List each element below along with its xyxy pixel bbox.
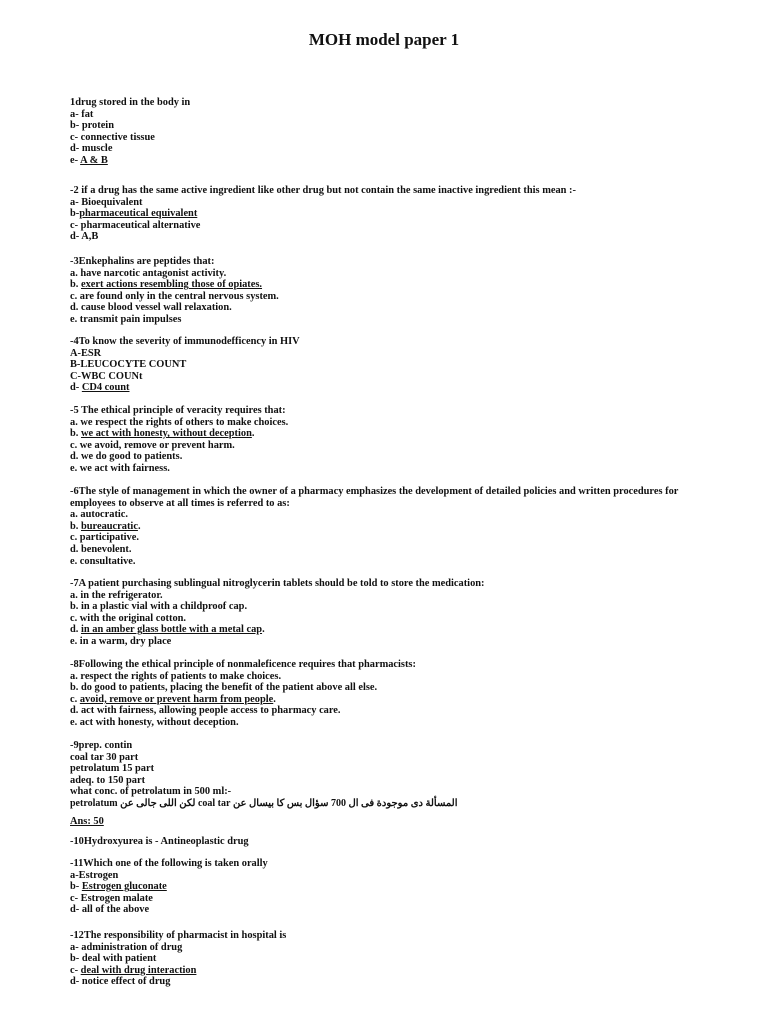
option-prefix: b.	[70, 520, 81, 532]
option-e: e. we act with fairness.	[70, 462, 170, 474]
option-c: c- pharmaceutical alternative	[70, 219, 201, 231]
correct-answer: avoid, remove or prevent harm from people	[79, 693, 274, 705]
question-line: what conc. of petrolatum in 500 ml:-	[70, 786, 232, 798]
option-prefix: d.	[70, 624, 81, 636]
correct-answer: CD4 count	[81, 382, 130, 394]
question-11	[70, 858, 710, 916]
option-e: e. act with honesty, without deception.	[70, 716, 239, 728]
correct-answer: A & B	[80, 154, 108, 166]
option-prefix: b.	[70, 279, 81, 291]
option-prefix: d-	[70, 382, 82, 394]
option-a: a-Estrogen	[70, 869, 119, 881]
option-d: d. cause blood vessel wall relaxation.	[70, 302, 232, 314]
option-c: c. with the original cotton.	[70, 612, 187, 624]
question-stem: -8Following the ethical principle of nonmaleficence requires that pharmacists:	[70, 659, 416, 670]
option-prefix: e-	[70, 154, 81, 166]
option-a: a- fat	[70, 108, 94, 120]
question-line: -9prep. contin	[70, 740, 133, 751]
correct-answer: we act with honesty, without deception	[80, 428, 252, 440]
arabic-note: المسألة دى موجودة فى ال 700 سؤال بس كا بيسال عن coal tar لكن اللى جالى عن petrolatum	[70, 797, 458, 809]
option-e: e. consultative.	[70, 555, 136, 567]
correct-answer: exert actions resembling those of opiates.	[80, 279, 263, 291]
question-8	[70, 659, 710, 729]
option-d: d- notice effect of drug	[70, 976, 171, 988]
option-a: A-ESR	[70, 347, 102, 359]
question-5	[70, 405, 710, 475]
option-d: d. we do good to patients.	[70, 451, 183, 463]
page-title: MOH model paper 1	[308, 30, 460, 49]
question-stem: -5 The ethical principle of veracity requires that:	[70, 405, 286, 416]
option-prefix: b.	[70, 428, 81, 440]
option-c: c. participative.	[70, 532, 139, 544]
question-2	[70, 185, 710, 243]
option-b	[70, 208, 710, 220]
option-d: d- A,B	[70, 231, 99, 243]
option-c: c- Estrogen malate	[70, 892, 153, 904]
option-c	[70, 694, 710, 706]
correct-answer: in an amber glass bottle with a metal cap	[80, 624, 263, 636]
option-b	[70, 279, 710, 291]
option-d: d- all of the above	[70, 904, 150, 916]
option-b: b- deal with patient	[70, 953, 157, 965]
question-line: coal tar 30 part	[70, 751, 139, 763]
option-prefix: c.	[70, 693, 80, 705]
option-b: B-LEUCOCYTE COUNT	[70, 359, 187, 371]
option-suffix: .	[137, 520, 141, 532]
option-e	[70, 155, 710, 167]
question-stem: -10Hydroxyurea is - Antineoplastic drug	[70, 836, 249, 847]
question-line: adeq. to 150 part	[70, 774, 146, 786]
option-e: e. transmit pain impulses	[70, 313, 182, 325]
option-b: b. in a plastic vial with a childproof cap.	[70, 601, 248, 613]
option-a: a. in the refrigerator.	[70, 589, 163, 601]
question-line: petrolatum 15 part	[70, 763, 155, 775]
question-stem: -3Enkephalins are peptides that:	[70, 256, 215, 267]
option-suffix: .	[273, 693, 276, 705]
correct-answer: bureaucratic	[80, 520, 138, 532]
option-c: c- connective tissue	[70, 131, 155, 143]
option-a: a. we respect the rights of others to make choices.	[70, 416, 289, 428]
question-3	[70, 256, 710, 326]
option-b: b. do good to patients, placing the benefit of the patient above all else.	[70, 682, 378, 694]
option-c: C-WBC COUNt	[70, 370, 143, 382]
option-e: e. in a warm, dry place	[70, 635, 172, 647]
question-stem: -7A patient purchasing sublingual nitroglycerin tablets should be told to store the medication:	[70, 578, 485, 589]
option-b	[70, 428, 710, 440]
option-c: c. we avoid, remove or prevent harm.	[70, 439, 235, 451]
option-c: c. are found only in the central nervous system.	[70, 290, 279, 302]
option-b: b- protein	[70, 120, 114, 132]
question-4	[70, 336, 710, 394]
question-1	[70, 97, 710, 167]
question-12	[70, 930, 710, 988]
option-d: d. act with fairness, allowing people access to pharmacy care.	[70, 705, 341, 717]
correct-answer: pharmaceutical equivalent	[79, 208, 198, 220]
option-a: a- administration of drug	[70, 941, 183, 953]
correct-answer: deal with drug interaction	[80, 964, 197, 976]
question-stem: -6The style of management in which the owner of a pharmacy emphasizes the development of detailed policies and written procedures for employees to observe at all times is referred to as:	[70, 486, 679, 509]
option-a: a. autocratic.	[70, 509, 128, 521]
option-b	[70, 881, 710, 893]
question-stem: -11Which one of the following is taken orally	[70, 858, 268, 869]
option-c	[70, 965, 710, 977]
option-b	[70, 521, 710, 533]
answer-line: Ans: 50	[70, 815, 104, 827]
correct-answer: Estrogen gluconate	[81, 881, 167, 893]
option-d	[70, 382, 710, 394]
option-d	[70, 624, 710, 636]
option-a: a. respect the rights of patients to make choices.	[70, 670, 282, 682]
question-6	[70, 486, 710, 567]
option-suffix: .	[262, 624, 265, 636]
question-stem: -12The responsibility of pharmacist in hospital is	[70, 930, 287, 941]
option-a: a- Bioequivalent	[70, 196, 143, 208]
option-prefix: b-	[70, 881, 82, 893]
question-stem: 1drug stored in the body in	[70, 97, 191, 108]
question-9	[70, 740, 710, 827]
question-stem: -2 if a drug has the same active ingredient like other drug but not contain the same inactive ingredient this mean :-	[70, 185, 576, 196]
question-stem: -4To know the severity of immunodefficency in HIV	[70, 336, 300, 347]
option-a: a. have narcotic antagonist activity.	[70, 267, 227, 279]
option-d: d. benevolent.	[70, 543, 132, 555]
option-prefix: b-	[70, 208, 80, 220]
option-suffix: .	[251, 428, 255, 440]
option-d: d- muscle	[70, 143, 113, 155]
question-7	[70, 578, 710, 648]
option-prefix: c-	[70, 964, 81, 976]
question-10	[70, 836, 710, 848]
